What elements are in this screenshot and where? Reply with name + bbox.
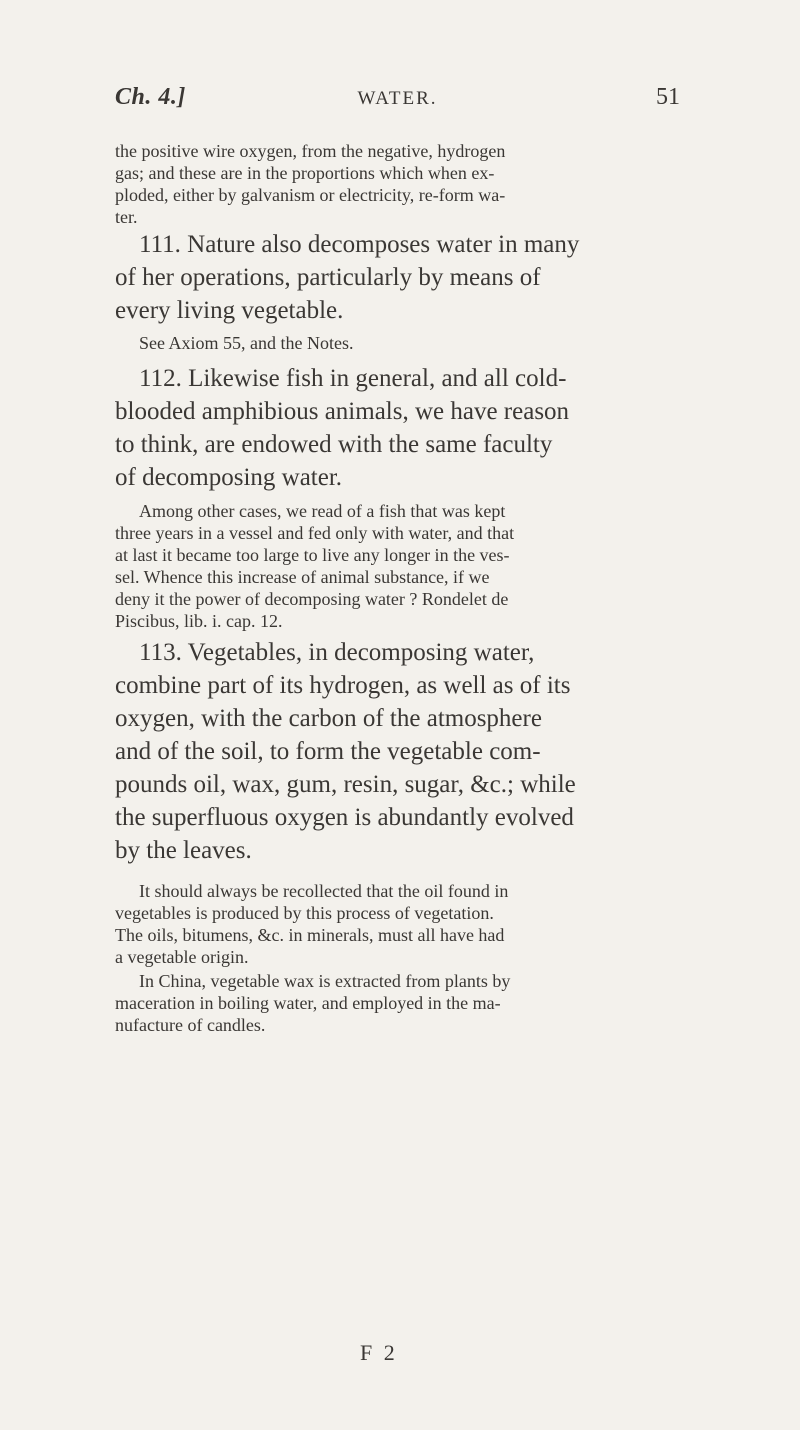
text-line: See Axiom 55, and the Notes. [139,333,354,353]
text-line: the superfluous oxygen is abundantly evolved [115,804,574,831]
text-line: by the leaves. [115,837,252,864]
text-line: every living vegetable. [115,297,344,324]
text-line: sel. Whence this increase of animal substance, if we [115,567,490,587]
section-112 [115,362,685,494]
text-line: blooded amphibious animals, we have reason [115,398,570,425]
text-line: maceration in boiling water, and employed in the ma- [115,993,501,1013]
text-line: ploded, either by galvanism or electricity, re-form wa- [115,185,506,205]
text-line: combine part of its hydrogen, as well as of its [115,672,571,699]
text-line: and of the soil, to form the vegetable com- [115,738,541,765]
text-line: oxygen, with the carbon of the atmosphere [115,705,542,732]
text-line: It should always be recollected that the oil found in [139,881,509,901]
note-paragraph [115,880,685,968]
text-line: three years in a vessel and fed only with water, and that [115,523,515,543]
signature-mark: F 2 [360,1340,398,1365]
page-number: 51 [656,84,680,110]
text-line: In China, vegetable wax is extracted from plants by [139,971,511,991]
text-line: ter. [115,207,138,227]
text-line: 112. Likewise fish in general, and all cold- [139,365,567,392]
text-line: deny it the power of decomposing water ? Rondelet de [115,589,509,609]
page-title: WATER. [357,88,438,109]
note-paragraph [115,970,685,1036]
text-line: the positive wire oxygen, from the negative, hydrogen [115,141,506,161]
text-line: to think, are endowed with the same faculty [115,431,553,458]
text-line: 113. Vegetables, in decomposing water, [139,639,535,666]
text-line: of her operations, particularly by means of [115,264,541,291]
section-113 [115,636,685,867]
running-head [115,84,680,118]
text-line: at last it became too large to live any longer in the ves- [115,545,510,565]
note-paragraph [115,500,685,632]
section-111 [115,228,685,327]
text-line: nufacture of candles. [115,1015,266,1035]
note-paragraph [115,332,685,354]
text-line: gas; and these are in the proportions which when ex- [115,163,495,183]
text-line: Piscibus, lib. i. cap. 12. [115,611,283,631]
text-line: a vegetable origin. [115,947,249,967]
text-line: Among other cases, we read of a fish that was kept [139,501,506,521]
note-paragraph [115,140,685,228]
text-line: pounds oil, wax, gum, resin, sugar, &c.; while [115,771,576,798]
chapter-reference: Ch. 4.] [115,84,186,110]
text-line: vegetables is produced by this process of vegetation. [115,903,494,923]
text-line: 111. Nature also decomposes water in many [139,231,580,258]
text-line: of decomposing water. [115,464,343,491]
text-line: The oils, bitumens, &c. in minerals, must all have had [115,925,505,945]
